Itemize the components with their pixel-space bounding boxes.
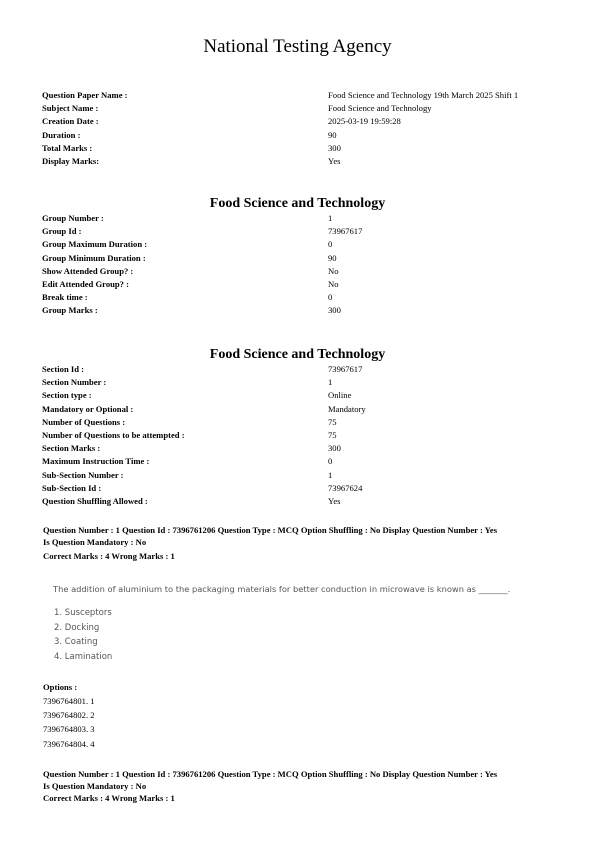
paper-info-key: Creation Date : (42, 116, 99, 127)
section-info-key: Sub-Section Number : (42, 469, 124, 480)
section-info-value: 1 (328, 469, 333, 480)
paper-info-value: 300 (328, 142, 341, 153)
section-info-value: Online (328, 390, 352, 401)
paper-info-key: Duration : (42, 129, 81, 140)
section-info-key: Maximum Instruction Time : (42, 456, 150, 467)
section-info-key: Number of Questions to be attempted : (42, 429, 185, 440)
paper-info-value: Food Science and Technology (328, 103, 432, 114)
group-info-row (42, 252, 562, 265)
question-header (43, 525, 563, 562)
group-info-key: Break time : (42, 292, 88, 303)
section-info-key: Section Number : (42, 377, 107, 388)
group-info-value: 90 (328, 252, 337, 263)
answer-choice: 1. Susceptors (54, 608, 112, 618)
section-info-key: Section Id : (42, 364, 85, 374)
section-info-value: Yes (328, 495, 341, 506)
group-info-value: 0 (328, 239, 333, 250)
section-info-value: 0 (328, 456, 333, 467)
paper-info-value: Food Science and Technology 19th March 2025 Shift 1 (328, 90, 519, 100)
group-info-key: Group Marks : (42, 305, 98, 316)
group-info-key: Edit Attended Group? : (42, 278, 129, 289)
answer-choice: 2. Docking (54, 622, 100, 633)
section-info-key: Question Shuffling Allowed : (42, 495, 148, 506)
section-info-row (42, 363, 562, 376)
option-id-list (43, 694, 95, 751)
section-title: Food Science and Technology (209, 347, 386, 362)
section-info-row (42, 442, 562, 455)
section-info-row (42, 455, 562, 468)
section-info-row (42, 469, 562, 482)
paper-info-key: Question Paper Name : (42, 90, 128, 100)
option-id: 7396764804. 4 (43, 738, 95, 749)
question-mandatory-line: Is Question Mandatory : No (43, 780, 147, 791)
group-title: Food Science and Technology (209, 196, 386, 211)
group-info-value: 1 (328, 213, 333, 223)
group-info-row (42, 278, 562, 291)
paper-info-key: Display Marks: (42, 155, 100, 166)
paper-info-key: Subject Name : (42, 103, 99, 114)
section-info-row (42, 429, 562, 442)
group-info-row (42, 238, 562, 251)
group-info-row (42, 291, 562, 304)
question-text: The addition of aluminium to the packaging materials for better conduction in microwave is known as _______. (53, 584, 511, 594)
group-info-key: Show Attended Group? : (42, 265, 134, 276)
section-info-row (42, 482, 562, 495)
group-info-row (42, 265, 562, 278)
section-info-row (42, 376, 562, 389)
question-mandatory-line: Is Question Mandatory : No (43, 536, 147, 547)
question-marks-line: Correct Marks : 4 Wrong Marks : 1 (43, 792, 175, 803)
group-info-value: No (328, 265, 339, 276)
group-info-key: Group Id : (42, 226, 82, 237)
paper-info-block (42, 89, 562, 168)
section-info-value: 73967617 (328, 364, 363, 374)
section-info-row (42, 389, 562, 402)
answer-choice: 3. Coating (54, 637, 98, 648)
group-info-row (42, 225, 562, 238)
question-header (43, 769, 563, 804)
section-info-row (42, 495, 562, 508)
section-info-key: Section type : (42, 390, 92, 401)
paper-info-row (42, 102, 562, 115)
section-info-block (42, 363, 562, 508)
section-info-row (42, 416, 562, 429)
group-info-value: 73967617 (328, 226, 363, 237)
question-meta-line: Question Number : 1 Question Id : 7396761206 Question Type : MCQ Option Shuffling : No Display Question Number : Yes (43, 769, 498, 779)
group-info-value: No (328, 278, 339, 289)
group-info-key: Group Minimum Duration : (42, 252, 146, 263)
section-info-key: Number of Questions : (42, 416, 126, 427)
group-info-key: Group Maximum Duration : (42, 239, 148, 250)
paper-info-value: Yes (328, 155, 341, 166)
section-info-key: Sub-Section Id : (42, 482, 102, 493)
paper-info-row (42, 142, 562, 155)
section-info-value: 75 (328, 429, 337, 440)
paper-info-row (42, 89, 562, 102)
section-info-key: Mandatory or Optional : (42, 403, 134, 414)
section-info-value: 1 (328, 377, 333, 388)
group-info-key: Group Number : (42, 213, 104, 223)
paper-info-row (42, 129, 562, 142)
group-info-row (42, 304, 562, 317)
section-info-key: Section Marks : (42, 443, 101, 454)
question-meta-line: Question Number : 1 Question Id : 7396761206 Question Type : MCQ Option Shuffling : No Display Question Number : Yes (43, 525, 498, 535)
option-id: 7396764802. 2 (43, 710, 95, 721)
options-label: Options : (43, 682, 78, 692)
section-info-value: 75 (328, 416, 337, 427)
section-info-value: 73967624 (328, 482, 363, 493)
paper-info-key: Total Marks : (42, 142, 93, 153)
page-title: National Testing Agency (203, 36, 392, 57)
question-marks-line: Correct Marks : 4 Wrong Marks : 1 (43, 550, 175, 561)
answer-choice: 4. Lamination (54, 651, 113, 662)
section-info-row (42, 403, 562, 416)
option-id: 7396764803. 3 (43, 724, 95, 735)
paper-info-row (42, 155, 562, 168)
answer-choices (54, 606, 112, 664)
group-info-value: 0 (328, 292, 333, 303)
section-info-value: 300 (328, 443, 341, 454)
section-info-value: Mandatory (328, 403, 366, 414)
group-info-row (42, 212, 562, 225)
option-id: 7396764801. 1 (43, 696, 95, 706)
paper-info-row (42, 115, 562, 128)
paper-info-value: 90 (328, 129, 337, 140)
paper-info-value: 2025-03-19 19:59:28 (328, 116, 401, 127)
group-info-value: 300 (328, 305, 341, 316)
group-info-block (42, 212, 562, 318)
